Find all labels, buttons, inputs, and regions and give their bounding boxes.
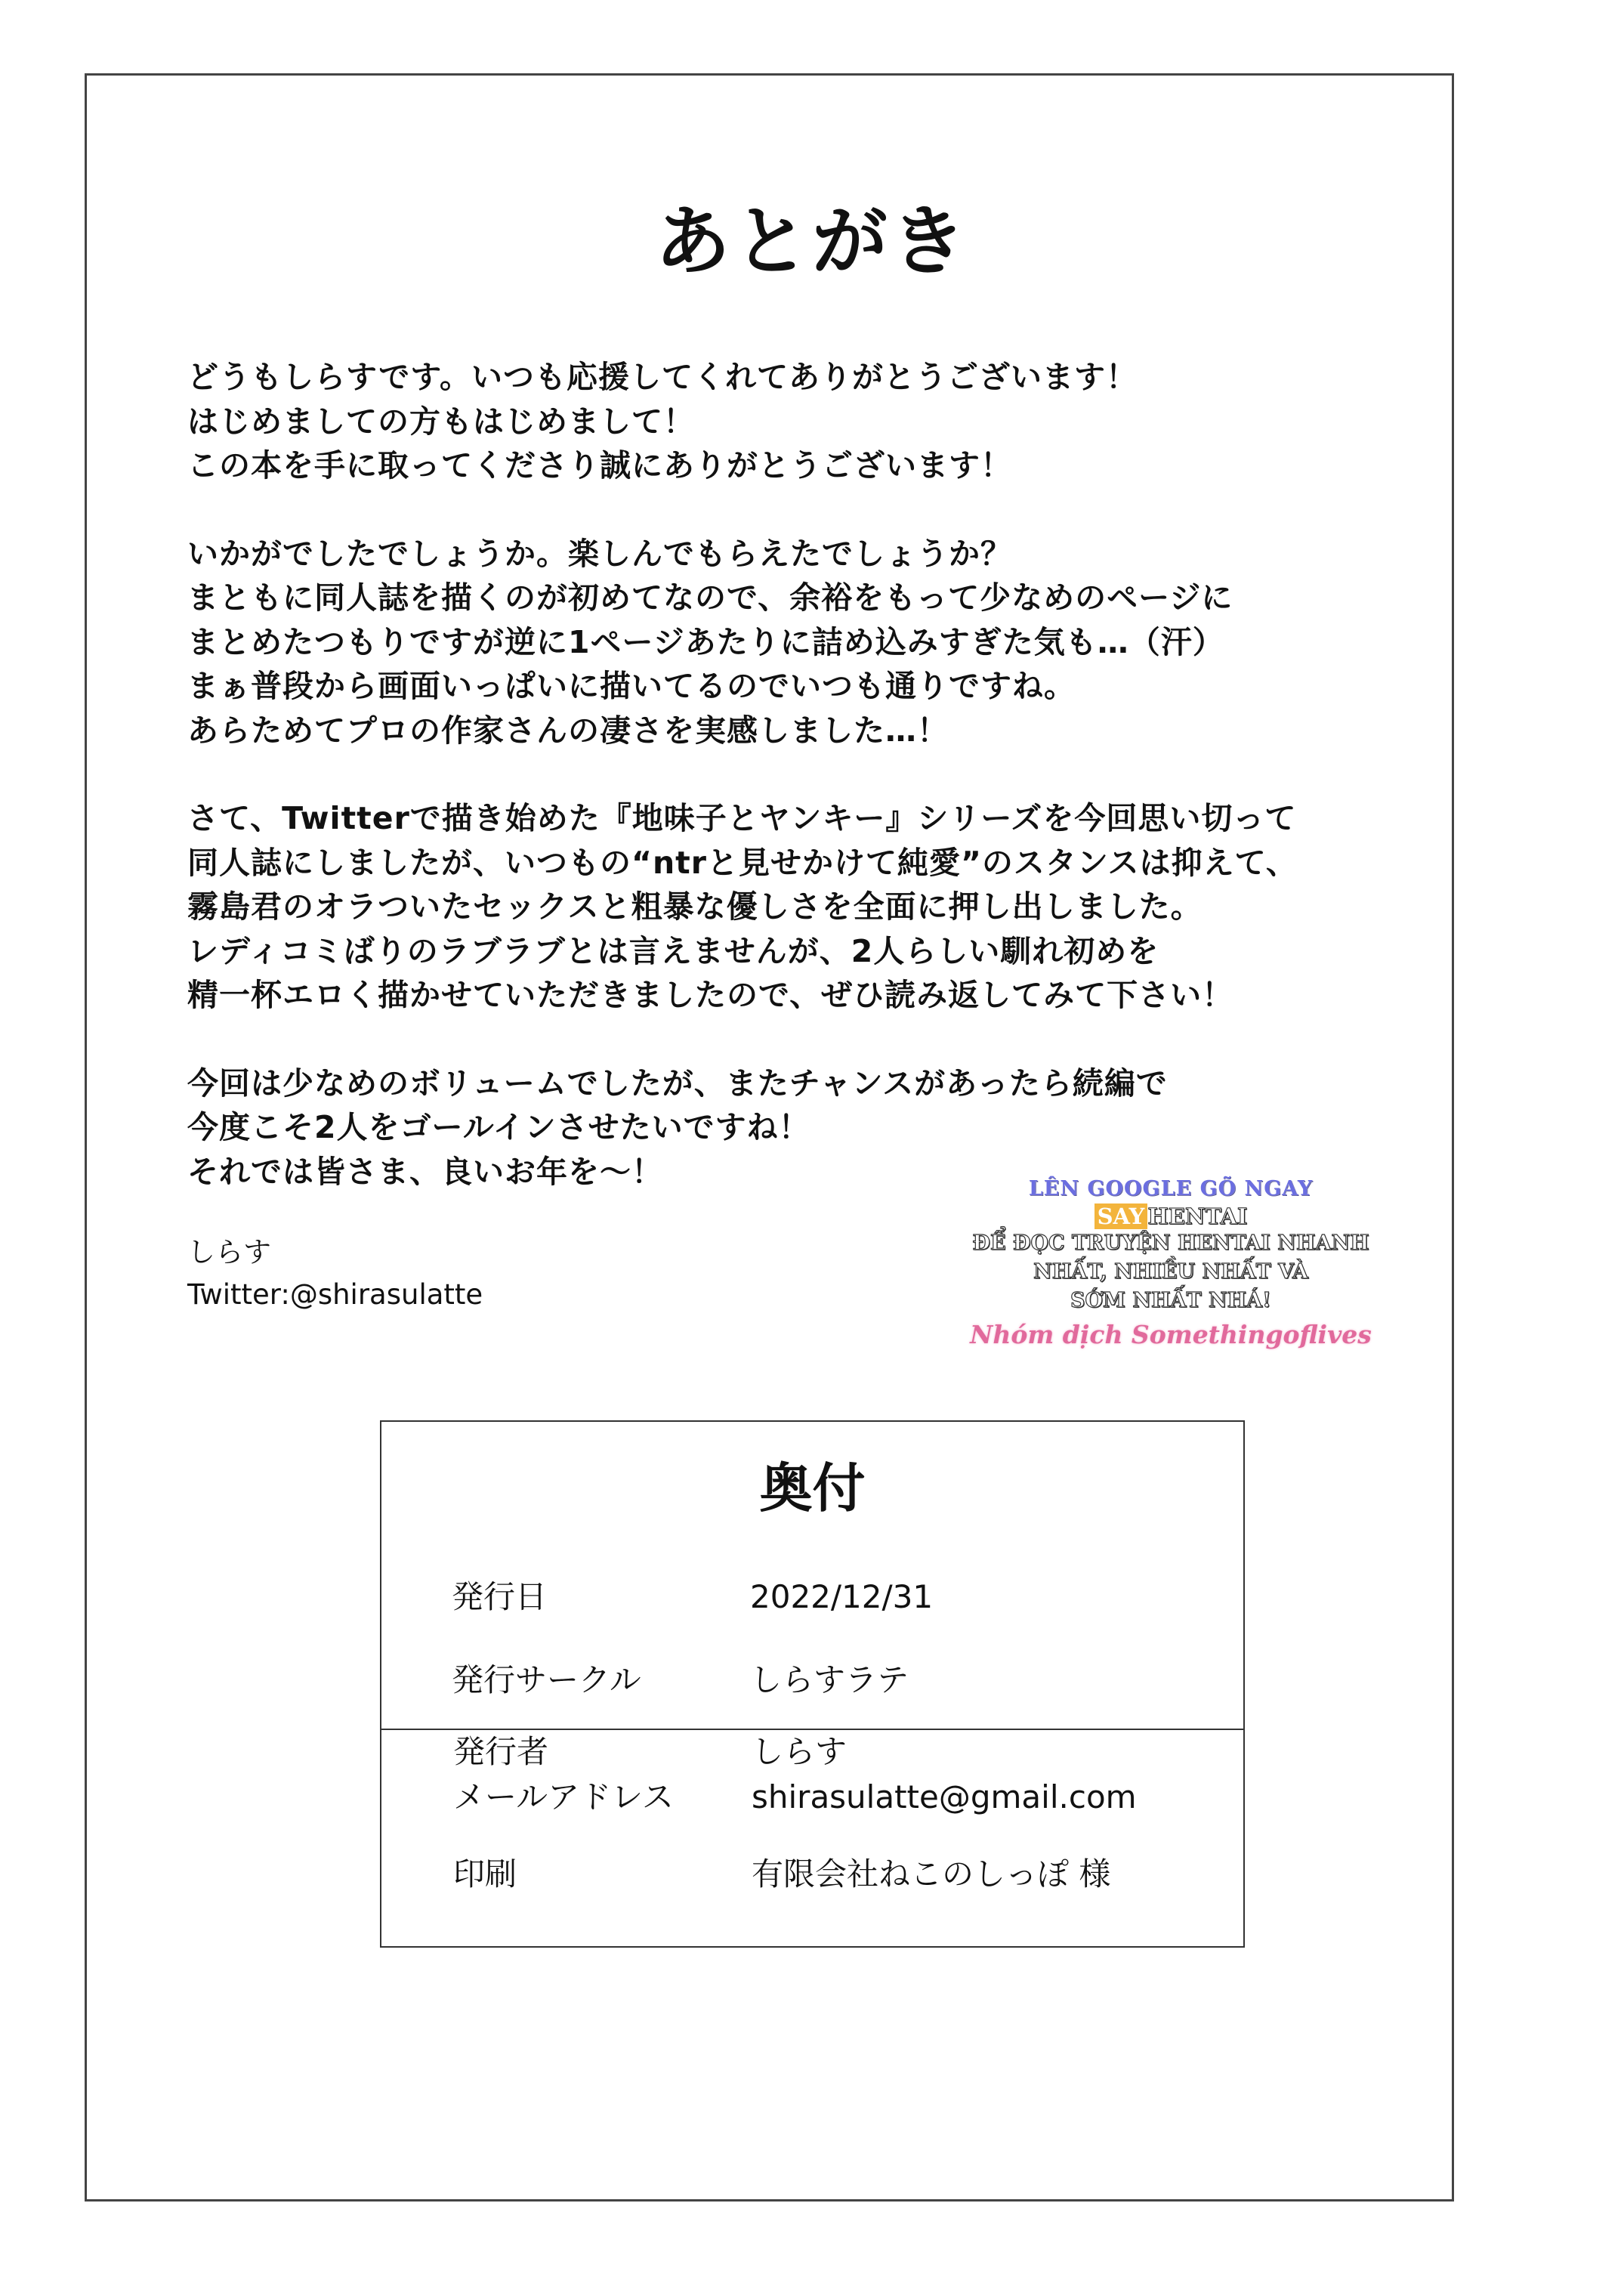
colophon-value: 有限会社ねこのしっぽ 様 [752,1855,1111,1892]
colophon-key: 発行日 [452,1578,548,1615]
text-line: あらためてプロの作家さんの凄さを実感しました…！ [187,712,949,749]
watermark-brand-hentai: HENTAI [1147,1203,1248,1229]
colophon-value: しらすラテ [750,1661,909,1698]
scanlation-watermark [929,1177,1413,1349]
colophon-value: shirasulatte@gmail.com [752,1778,1137,1815]
text-line: 霧島君のオラついたセックスと粗暴な優しさを全面に押し出しました。 [187,888,1203,925]
colophon-lower [380,1729,1245,1948]
text-line: それでは皆さま、良いお年を～！ [187,1153,663,1190]
colophon-row [452,1578,934,1615]
text-line: この本を手に取ってくださり誠にありがとうございます！ [187,447,1012,484]
text-line: まとめたつもりですが逆に1ページあたりに詰め込みすぎた気も…（汗） [187,623,1224,660]
text-line: いかがでしたでしょうか。楽しんでもらえたでしょうか？ [187,535,1012,572]
text-line: 精一杯エロく描かせていただきましたので、ぜひ読み返してみて下さい！ [187,977,1234,1013]
watermark-brand-say: SAY [1095,1203,1148,1229]
watermark-brand [929,1203,1413,1229]
text-line: まぁ普段から画面いっぱいに描いてるのでいつも通りですね。 [187,668,1076,704]
text-line: どうもしらすです。いつも応援してくれてありがとうございます！ [187,359,1138,395]
watermark-line: LÊN GOOGLE GÕ NGAY [1028,1177,1314,1200]
colophon-key: 発行サークル [452,1661,641,1698]
colophon-key: メールアドレス [453,1778,674,1815]
colophon-row [453,1778,1137,1815]
watermark-group-name: Nhóm dịch Somethingoflives [970,1320,1372,1349]
colophon-key: 発行者 [453,1733,549,1770]
colophon [380,1420,1245,1730]
text-line: 今度こそ2人をゴールインさせたいですね！ [187,1109,810,1145]
colophon-row [453,1733,848,1770]
watermark-line: ĐỂ ĐỌC TRUYỆN HENTAI NHANH [972,1231,1369,1255]
watermark-line: NHẤT, NHIỀU NHẤT VÀ [1033,1260,1308,1284]
text-line: まともに同人誌を描くのが初めてなので、余裕をもって少なめのページに [187,579,1233,616]
colophon-row [452,1661,909,1698]
text-line: 今回は少なめのボリュームでしたが、またチャンスがあったら続編で [187,1064,1168,1102]
colophon-key: 印刷 [453,1855,517,1892]
colophon-value: 2022/12/31 [750,1578,934,1615]
text-line: さて、Twitterで描き始めた『地味子とヤンキー』シリーズを今回思い切って [187,800,1297,836]
paragraph-2 [187,532,1426,753]
text-line: 同人誌にしましたが、いつもの“ntrと見せかけて純愛”のスタンスは抑えて、 [187,844,1298,881]
colophon-row [453,1855,1111,1892]
colophon-value: しらす [752,1733,848,1770]
paragraph-3 [187,796,1426,1018]
paragraph-4 [187,1061,1426,1194]
author-name: しらす [187,1236,271,1268]
text-line: レディコミばりのラブラブとは言えませんが、2人らしい馴れ初めを [187,932,1159,969]
signature [187,1231,483,1316]
watermark-line: SỚM NHẤT NHÁ! [1070,1289,1271,1312]
text-line: はじめましての方もはじめまして！ [187,403,695,440]
colophon-title: 奥付 [759,1457,866,1519]
afterword-body [187,355,1426,1237]
afterword-title: あとがき [655,197,969,286]
paragraph-1 [187,355,1426,488]
twitter-handle: Twitter:@shirasulatte [187,1278,483,1311]
